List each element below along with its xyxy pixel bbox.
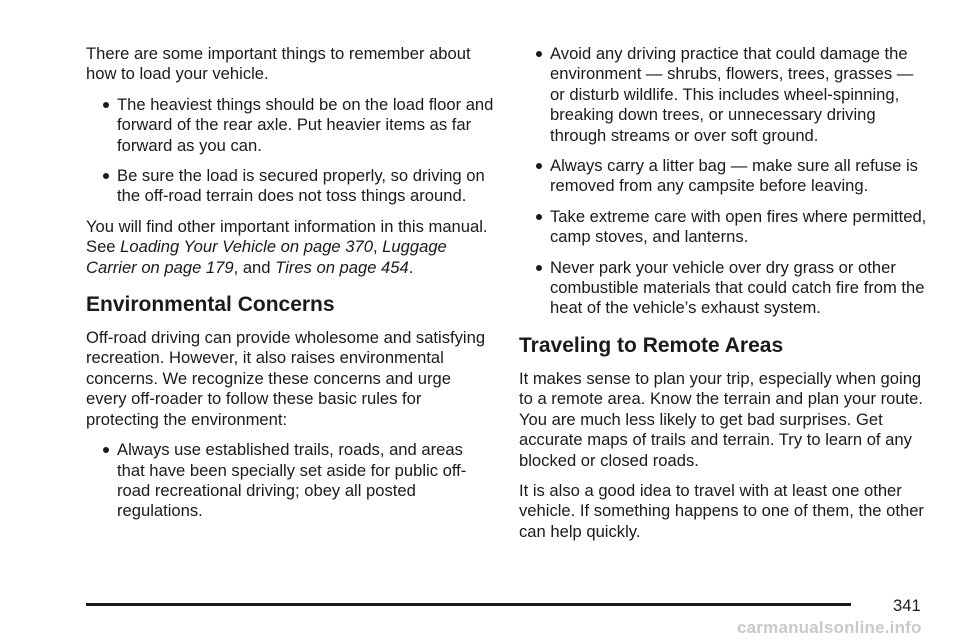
section-heading-remote-areas: Traveling to Remote Areas bbox=[519, 333, 784, 357]
section-heading-environmental: Environmental Concerns bbox=[86, 293, 335, 317]
left-column bbox=[86, 44, 494, 532]
load-bullet-list bbox=[86, 95, 494, 207]
cross-reference-link[interactable]: Luggage Carrier on page 179 bbox=[86, 237, 447, 277]
more-info-text: , bbox=[372, 237, 383, 257]
environmental-bullet-list-continued bbox=[519, 44, 927, 319]
more-info-text: , and bbox=[233, 257, 276, 277]
load-intro: There are some important things to remember about how to load your vehicle. bbox=[86, 44, 471, 84]
right-column bbox=[519, 44, 927, 552]
watermark: carmanualsonline.info bbox=[737, 618, 922, 637]
environmental-bullet-list bbox=[86, 440, 494, 522]
bullet-item: Be sure the load is secured properly, so driving on the off-road terrain does not toss things around. bbox=[86, 166, 494, 207]
page-number: 341 bbox=[893, 596, 921, 615]
more-info-text: You will find other important information in this manual. See bbox=[86, 216, 488, 257]
more-info-text: . bbox=[408, 257, 414, 277]
more-info-paragraph bbox=[86, 217, 494, 278]
bullet-item: Always carry a litter bag — make sure all refuse is removed from any campsite before leaving. bbox=[519, 156, 927, 197]
footer-rule bbox=[86, 603, 851, 606]
bullet-item: The heaviest things should be on the load floor and forward of the rear axle. Put heavier items as far forward as you can. bbox=[86, 95, 494, 156]
cross-reference-link[interactable]: Tires on page 454 bbox=[275, 257, 409, 277]
bullet-item: Avoid any driving practice that could damage the environment — shrubs, flowers, trees, grasses — or disturb wildlife. This includes wheel-spinning, breaking down trees, or unnecessary driving through streams or over soft ground. bbox=[519, 44, 927, 146]
remote-paragraph: It is also a good idea to travel with at least one other vehicle. If something happens to one of them, the other can help quickly. bbox=[519, 480, 924, 541]
cross-reference-link[interactable]: Loading Your Vehicle on page 370 bbox=[120, 237, 373, 257]
remote-paragraph: It makes sense to plan your trip, especially when going to a remote area. Know the terrain and plan your route. You are much less likely to get bad surprises. Get accurate maps of trails and terrain. Try to learn of any blocked or closed roads. bbox=[519, 368, 924, 470]
bullet-item: Take extreme care with open fires where permitted, camp stoves, and lanterns. bbox=[519, 207, 927, 248]
bullet-item: Never park your vehicle over dry grass or other combustible materials that could catch fire from the heat of the vehicle’s exhaust system. bbox=[519, 258, 927, 319]
bullet-item: Always use established trails, roads, and areas that have been specially set aside for public off-road recreational driving; obey all posted regulations. bbox=[86, 440, 494, 522]
environmental-paragraph: Off-road driving can provide wholesome and satisfying recreation. However, it also raises environmental concerns. We recognize these concerns and urge every off-roader to follow these basic rules for protecting the environment: bbox=[86, 328, 486, 429]
